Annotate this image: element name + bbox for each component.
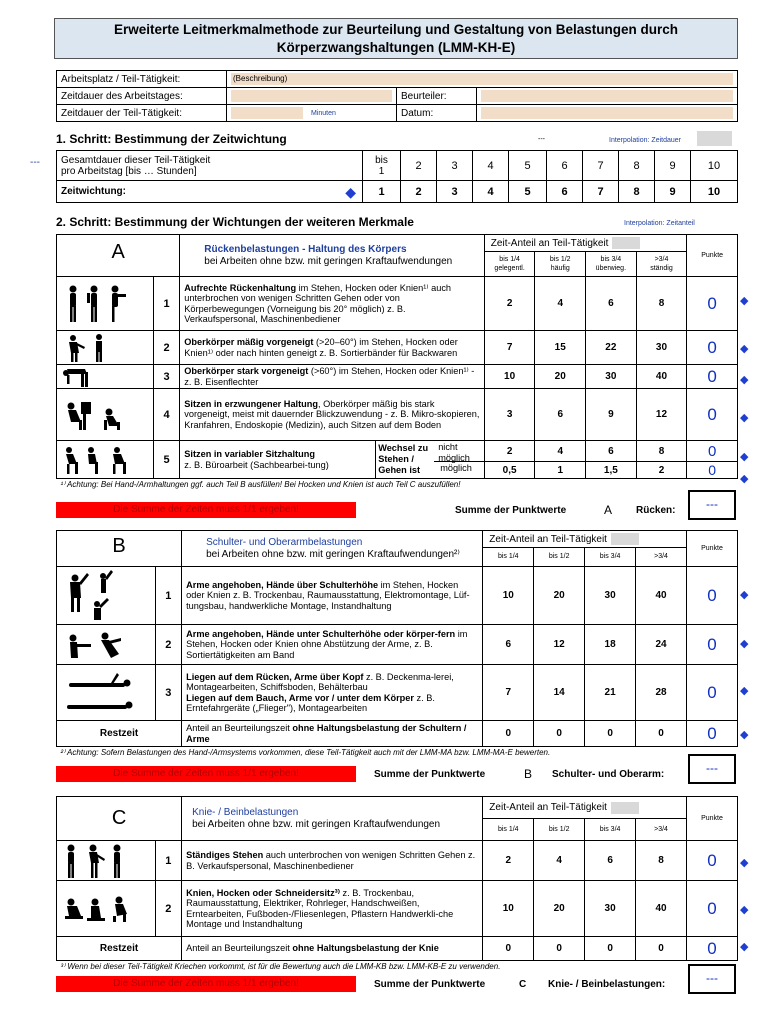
row-number: 1 — [155, 567, 182, 625]
row-description: Arme angehoben, Hände über Schulterhöhe im Stehen, Hocken oder Knien z. B. Trockenbau, Raumausstattung, Elektromontage, Lüf-tungsbau, handwerkliche Montage, Instandhaltung — [182, 567, 483, 625]
value-cell[interactable]: 0 — [483, 721, 534, 747]
zeitanteil-header — [483, 531, 687, 567]
section-a-warning: Die Summe der Zeiten muss 1/1 ergeben! — [56, 502, 356, 518]
bis-label: bis — [375, 154, 388, 166]
b-row-rest — [57, 721, 738, 747]
value-cell[interactable]: 0 — [585, 937, 636, 961]
value-cell[interactable]: 2 — [636, 462, 687, 479]
points-cell: 0 — [686, 567, 737, 625]
gesamtdauer-line-1: Gesamtdauer dieser Teil-Tätigkeit — [61, 154, 211, 166]
row-description: Oberkörper mäßig vorgeneigt (>20–60°) im Stehen, Hocken oder Knien¹⁾ oder nach hinten geneigt z. B. Sortierbänder für Backwaren — [180, 331, 485, 365]
datum-label: Datum: — [397, 105, 477, 122]
zeitanteil-label: Zeit-Anteil an Teil-Tätigkeit — [490, 237, 609, 249]
value-cell[interactable]: 21 — [585, 665, 636, 721]
points-cell: 0 — [686, 937, 737, 961]
row-description: Knien, Hocken oder Schneidersitz³⁾ z. B. Trockenbau, Raumausstattung, Elektriker, Rohrleger, Handschweißen, Erntearbeiten, Fußboden-/Fliesenlegen, Pflastern Handwerkli-che Montage und Instandhaltung — [182, 881, 483, 937]
value-cell[interactable]: 0 — [636, 721, 687, 747]
value-cell[interactable]: 20 — [534, 881, 585, 937]
value-cell[interactable]: 6 — [535, 389, 586, 441]
section-a-header — [180, 235, 485, 277]
weight-cell: 6 — [547, 181, 583, 203]
diamond-icon: ◆ — [740, 374, 749, 386]
minuten-label: Minuten — [311, 109, 336, 117]
diamond-icon: ◆ — [740, 412, 749, 424]
wechsel-cell — [376, 441, 485, 479]
diamond-icon: ◆ — [740, 685, 749, 697]
zeitdauer-tag-label: Zeitdauer des Arbeitstages: — [57, 88, 227, 105]
points-cell: 0 — [686, 841, 737, 881]
row-description: Sitzen in erzwungener Haltung, Oberkörper mäßig bis stark vorgeneigt, meist mit dauernder Blickzuwendung - z. B. Mikro-skopieren, Kranfahren, Endoskopie (Medizin), auch Sitzen auf dem Boden — [180, 389, 485, 441]
c-row-rest — [57, 937, 738, 961]
col-header-b-1: bis 1/4 — [483, 548, 534, 566]
points-cell: 0 — [686, 721, 737, 747]
diamond-icon: ◆ — [345, 184, 356, 200]
hours-cell[interactable]: 2 — [401, 151, 437, 181]
posture-arms-forward-icon — [57, 625, 156, 665]
section-c-title: Knie- / Beinbelastungen — [192, 806, 299, 818]
zeitdauer-tag-field[interactable] — [227, 88, 397, 105]
value-cell[interactable]: 0 — [585, 721, 636, 747]
points-cell: 0 — [687, 277, 738, 331]
section-a-title: Rückenbelastungen - Haltung des Körpers — [204, 243, 407, 255]
hours-cell[interactable]: 6 — [547, 151, 583, 181]
value-cell[interactable]: 3 — [484, 389, 535, 441]
punkte-header-b: Punkte — [686, 531, 737, 567]
section-c-warning: Die Summe der Zeiten muss 1/1 ergeben! — [56, 976, 356, 992]
posture-lying-icon — [57, 665, 156, 721]
posture-kneeling-icon — [57, 881, 156, 937]
weight-cell: 1 — [363, 181, 401, 203]
row-description: Aufrechte Rückenhaltung im Stehen, Hocken oder Knien¹⁾ auch unterbrochen von wenigen Schritten Gehen oder von Körperbewegungen (Vorneigung bis 20° möglich) z. B. Verkaufspersonal, Maschinenbediener — [180, 277, 485, 331]
diamond-icon: ◆ — [740, 941, 749, 953]
value-cell[interactable]: 18 — [585, 625, 636, 665]
value-cell[interactable]: 10 — [483, 881, 534, 937]
hours-cell[interactable]: 3 — [437, 151, 473, 181]
col-header-c-3: bis 3/4 — [585, 819, 636, 840]
points-cell: 0 — [687, 365, 738, 389]
punkte-header-c: Punkte — [686, 797, 737, 841]
section-c-summe-label: Summe der Punktwerte — [374, 979, 486, 990]
diamond-icon: ◆ — [740, 857, 749, 869]
diamond-icon: ◆ — [740, 904, 749, 916]
a-row-5 — [57, 441, 738, 462]
points-cell: 0 — [687, 389, 738, 441]
value-cell[interactable]: 6 — [586, 277, 637, 331]
moeglich-label: möglich — [440, 463, 472, 473]
row-description: Liegen auf dem Rücken, Arme über Kopf z. B. Deckenma-lerei, Montagearbeiten, Schiffsboden, Behälterbau Liegen auf dem Bauch, Arme vor / unter dem Körper z. B. Erntefahrgeräte („Flieger"), Montagearbeiten — [182, 665, 483, 721]
value-cell[interactable]: 12 — [534, 625, 585, 665]
section-c-subtitle: bei Arbeiten ohne bzw. mit geringen Kraftaufwendungen — [192, 818, 441, 830]
value-cell[interactable]: 1 — [535, 462, 586, 479]
value-cell[interactable]: 2 — [483, 841, 534, 881]
value-cell[interactable]: 10 — [483, 567, 534, 625]
col-header-c-4: >3/4 — [654, 826, 668, 833]
col-header-a-3: bis 3/4 überwieg. — [586, 252, 637, 276]
value-cell[interactable]: 24 — [636, 625, 687, 665]
weight-cell: 7 — [583, 181, 619, 203]
row-description: Arme angehoben, Hände unter Schulterhöhe oder körper-fern im Stehen, Hocken oder Knien ohne Abstützung der Arme, z. B. Sortiertätigkeiten am Band — [182, 625, 483, 665]
points-cell: 0 — [687, 462, 738, 479]
points-cell: 0 — [687, 331, 738, 365]
a-row-3 — [57, 365, 738, 389]
diamond-icon: ◆ — [740, 638, 749, 650]
zeitdauer-teil-label: Zeitdauer der Teil-Tätigkeit: — [57, 105, 227, 122]
section-a-sum-value: --- — [688, 490, 736, 520]
row-description: Ständiges Stehen auch unterbrochen von wenigen Schritten Gehen z. B. Verkaufspersonal, Maschinenbediener — [182, 841, 483, 881]
row-description: Anteil an Beurteilungszeit ohne Haltungsbelastung der Schultern / Arme — [182, 721, 483, 747]
value-cell[interactable]: 2 — [484, 441, 535, 462]
restzeit-label: Restzeit — [57, 721, 182, 747]
section-a-summe-label: Summe der Punktwerte — [455, 505, 567, 516]
section-c-header — [182, 797, 483, 841]
hours-cell[interactable]: 4 — [473, 151, 509, 181]
hours-cell[interactable]: 10 — [691, 151, 738, 181]
hours-cell[interactable]: 8 — [619, 151, 655, 181]
value-cell[interactable]: 6 — [585, 841, 636, 881]
weight-cell: 2 — [401, 181, 437, 203]
col-header-b-2: bis 1/2 — [534, 548, 585, 566]
value-cell[interactable]: 22 — [586, 331, 637, 365]
value-cell[interactable]: 1,5 — [586, 462, 637, 479]
points-cell: 0 — [686, 881, 737, 937]
a-row-2 — [57, 331, 738, 365]
weight-cell: 10 — [691, 181, 738, 203]
value-cell[interactable]: 8 — [636, 277, 687, 331]
title-line-1: Erweiterte Leitmerkmalmethode zur Beurteilung und Gestaltung von Belastungen durch — [113, 22, 679, 37]
section-b-table — [56, 530, 738, 758]
value-cell[interactable]: 30 — [585, 567, 636, 625]
value-cell[interactable]: 9 — [586, 389, 637, 441]
col-header-a-4: >3/4 ständig — [650, 256, 673, 272]
value-cell[interactable]: 15 — [535, 331, 586, 365]
row-number: 2 — [155, 625, 182, 665]
posture-upright-icon — [57, 277, 154, 331]
points-cell: 0 — [686, 665, 737, 721]
section-b-title: Schulter- und Oberarmbelastungen — [206, 536, 363, 548]
weight-cell: 9 — [655, 181, 691, 203]
section-b-sum-letter: B — [524, 767, 533, 781]
section-c-sum-name: Knie- / Beinbelastungen: — [548, 979, 666, 990]
zeitanteil-label: Zeit-Anteil an Teil-Tätigkeit — [489, 533, 607, 545]
hours-cell[interactable]: 5 — [509, 151, 547, 181]
step1-heading: 1. Schritt: Bestimmung der Zeitwichtung — [56, 132, 287, 146]
value-cell[interactable]: 0 — [534, 721, 585, 747]
value-cell[interactable]: 8 — [636, 441, 687, 462]
zeitanteil-box — [611, 802, 639, 814]
zeitanteil-header — [484, 235, 687, 277]
section-a-sum-name: Rücken: — [636, 505, 676, 516]
arbeitsplatz-field[interactable] — [227, 71, 738, 88]
zeitanteil-label: Zeit-Anteil an Teil-Tätigkeit — [489, 802, 607, 813]
wechsel-label: Wechsel zu Stehen / Gehen ist — [378, 443, 429, 475]
zeitanteil-header — [483, 797, 687, 841]
row-description: Sitzen in variabler Sitzhaltung z. B. Büroarbeit (Sachbearbei-tung) — [180, 441, 376, 479]
col-header-a-2: bis 1/2 häufig — [535, 252, 586, 276]
posture-bent-moderate-icon — [57, 331, 154, 365]
b-row-1 — [57, 567, 738, 625]
section-b-sum-value: --- — [688, 754, 736, 784]
diamond-icon: ◆ — [740, 343, 749, 355]
step1-interpolation: Interpolation: Zeitdauer — [609, 137, 681, 144]
info-table — [56, 70, 738, 122]
value-cell[interactable]: 20 — [535, 365, 586, 389]
zeitanteil-box — [612, 237, 640, 249]
step2-interpolation: Interpolation: Zeitanteil — [624, 220, 695, 227]
section-c-sum-value: --- — [688, 964, 736, 994]
section-b-warning: Die Summe der Zeiten muss 1/1 ergeben! — [56, 766, 356, 782]
diamond-icon: ◆ — [740, 295, 749, 307]
value-cell[interactable]: 10 — [484, 365, 535, 389]
posture-sitting-variable-icon — [57, 441, 154, 479]
section-b-letter: B — [57, 531, 182, 567]
value-cell[interactable]: 0 — [636, 937, 687, 961]
section-c-note: ³⁾ Wenn bei dieser Teil-Tätigkeit Kriechen vorkommt, ist für die Bewertung auch die LMM-KB bzw. LMM-KB-E zu verwenden. — [57, 961, 738, 972]
value-cell[interactable]: 30 — [586, 365, 637, 389]
value-cell[interactable]: 7 — [484, 331, 535, 365]
posture-standing-icon — [57, 841, 156, 881]
diamond-icon: ◆ — [740, 729, 749, 741]
value-cell[interactable]: 40 — [636, 567, 687, 625]
step1-left-dashes: --- — [30, 157, 40, 168]
col-header-c-1: bis 1/4 — [483, 819, 534, 840]
value-cell[interactable]: 0,5 — [484, 462, 535, 479]
zeitdauer-teil-field[interactable] — [227, 105, 397, 122]
weight-cell: 5 — [509, 181, 547, 203]
row-description: Anteil an Beurteilungszeit ohne Haltungsbelastung der Knie — [182, 937, 483, 961]
step1-dashes: --- — [538, 136, 545, 143]
value-cell[interactable]: 28 — [636, 665, 687, 721]
title-line-2: Körperzwangshaltungen (LMM-KH-E) — [276, 40, 516, 55]
c-row-2 — [57, 881, 738, 937]
weight-cell: 4 — [473, 181, 509, 203]
gesamtdauer-label — [57, 151, 363, 181]
zeitwichtung-label-cell — [57, 181, 363, 203]
page-title — [54, 18, 738, 59]
weight-cell: 3 — [437, 181, 473, 203]
row-number: 2 — [155, 881, 182, 937]
value-cell[interactable]: 4 — [535, 277, 586, 331]
row-number: 4 — [153, 389, 179, 441]
section-c-sum-letter: C — [519, 979, 527, 990]
value-cell[interactable]: 20 — [534, 567, 585, 625]
step1-interp-box — [697, 131, 732, 146]
hours-cell[interactable]: 9 — [655, 151, 691, 181]
step2-heading: 2. Schritt: Bestimmung der Wichtungen der weiteren Merkmale — [56, 215, 414, 229]
section-a-sum-letter: A — [604, 503, 613, 517]
beschreibung-hint: (Beschreibung) — [231, 73, 733, 85]
row-number: 5 — [153, 441, 179, 479]
a-row-4 — [57, 389, 738, 441]
a-row-1 — [57, 277, 738, 331]
row-number: 3 — [153, 365, 179, 389]
value-cell[interactable]: 7 — [483, 665, 534, 721]
section-b-subtitle: bei Arbeiten ohne bzw. mit geringen Kraftaufwendungen²⁾ — [206, 548, 460, 560]
section-c-letter: C — [57, 797, 182, 841]
row-description: Oberkörper stark vorgeneigt (>60°) im Stehen, Hocken oder Knien¹⁾ - z. B. Eisenflechter — [180, 365, 485, 389]
section-a-table — [56, 234, 738, 490]
restzeit-label: Restzeit — [57, 937, 182, 961]
c-row-1 — [57, 841, 738, 881]
posture-arms-overhead-icon — [57, 567, 156, 625]
b-row-3 — [57, 665, 738, 721]
points-cell: 0 — [686, 625, 737, 665]
section-a-subtitle: bei Arbeiten ohne bzw. mit geringen Kraftaufwendungen — [204, 255, 453, 267]
value-cell[interactable]: 30 — [636, 331, 687, 365]
value-cell[interactable]: 40 — [636, 365, 687, 389]
value-cell[interactable]: 4 — [534, 841, 585, 881]
section-b-sum-name: Schulter- und Oberarm: — [552, 769, 665, 780]
section-b-header — [182, 531, 483, 567]
posture-bent-strong-icon — [57, 365, 154, 389]
points-cell: 0 — [687, 441, 738, 462]
zeitwichtung-label: Zeitwichtung: — [61, 186, 126, 197]
hours-cell[interactable]: 7 — [583, 151, 619, 181]
gesamtdauer-line-2: pro Arbeitstag [bis … Stunden] — [61, 165, 197, 177]
col-header-c-2: bis 1/2 — [534, 819, 585, 840]
section-a-letter: A — [57, 235, 180, 277]
section-b-note: ²⁾ Achtung: Sofern Belastungen des Hand-/Armsystems vorkommen, diese Teil-Tätigkeit auch mit der LMM-MA bzw. LMM-MA-E bewerten. — [57, 747, 738, 758]
section-c-table — [56, 796, 738, 972]
weight-cell: 8 — [619, 181, 655, 203]
row-number: 1 — [155, 841, 182, 881]
value-cell[interactable]: 6 — [586, 441, 637, 462]
value-cell[interactable]: 12 — [636, 389, 687, 441]
beurteiler-field[interactable] — [477, 88, 738, 105]
section-a-note: ¹⁾ Achtung: Bei Hand-/Armhaltungen ggf. auch Teil B ausfüllen! Bei Hocken und Knien ist auch Teil C auszufüllen! — [57, 479, 738, 490]
value-cell[interactable]: 14 — [534, 665, 585, 721]
zeitanteil-box — [611, 533, 639, 545]
value-cell[interactable]: 40 — [636, 881, 687, 937]
row-number: 3 — [155, 665, 182, 721]
value-cell[interactable]: 4 — [535, 441, 586, 462]
value-cell[interactable]: 2 — [484, 277, 535, 331]
hours-cell-1[interactable] — [363, 151, 401, 181]
value-cell[interactable]: 0 — [483, 937, 534, 961]
arbeitsplatz-label: Arbeitsplatz / Teil-Tätigkeit: — [57, 71, 227, 88]
value-cell[interactable]: 6 — [483, 625, 534, 665]
datum-field[interactable] — [477, 105, 738, 122]
col-header-b-3: bis 3/4 — [585, 548, 636, 566]
diamond-icon: ◆ — [740, 451, 749, 463]
diamond-icon: ◆ — [740, 589, 749, 601]
posture-sitting-forced-icon — [57, 389, 154, 441]
col-header-a-1: bis 1/4 gelegentl. — [485, 252, 536, 276]
beurteiler-label: Beurteiler: — [397, 88, 477, 105]
nicht-moeglich-label: nicht möglich — [434, 441, 484, 462]
col-header-b-4: >3/4 — [654, 553, 668, 560]
row-number: 2 — [153, 331, 179, 365]
punkte-header-a: Punkte — [687, 235, 738, 277]
value-cell[interactable]: 30 — [585, 881, 636, 937]
hours-value-1: 1 — [378, 165, 385, 177]
section-b-summe-label: Summe der Punktwerte — [374, 769, 486, 780]
diamond-icon: ◆ — [740, 473, 749, 485]
zeitwichtung-table — [56, 150, 738, 203]
value-cell[interactable]: 8 — [636, 841, 687, 881]
row-number: 1 — [153, 277, 179, 331]
value-cell[interactable]: 0 — [534, 937, 585, 961]
b-row-2 — [57, 625, 738, 665]
